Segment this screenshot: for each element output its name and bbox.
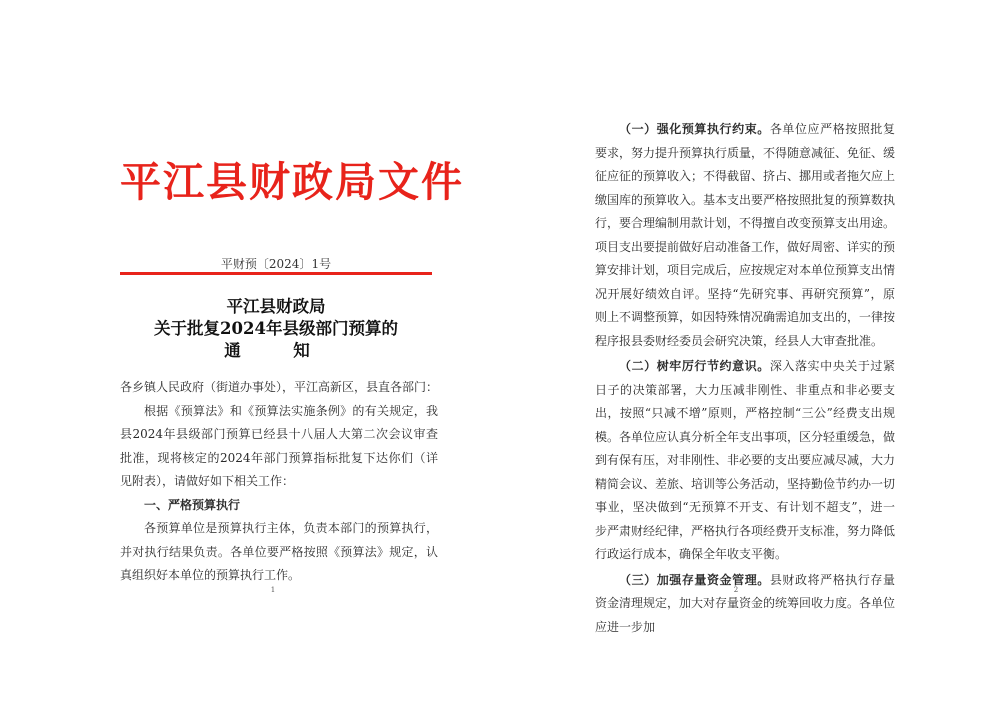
headline-line-3: 通 知: [224, 341, 328, 360]
item-lead: （二）树牢厉行节约意识。: [619, 359, 770, 373]
list-item: [595, 355, 895, 567]
salutation: 各乡镇人民政府（街道办事处），平江高新区，县直各部门：: [120, 380, 439, 394]
document-header-title: 平江县财政局文件: [120, 158, 464, 206]
item-lead: （一）强化预算执行约束。: [619, 122, 770, 136]
headline-line-1: 平江县财政局: [226, 297, 326, 316]
page-number: 1: [270, 586, 276, 594]
intro-paragraph: 根据《预算法》和《预算法实施条例》的有关规定，我县2024年县级部门预算已经县十八届人大第二次会议审查批准，现将核定的2024年部门预算指标批复下达你们（详见附表），请做好如下相关工作：: [120, 403, 438, 488]
page-number: 2: [733, 586, 739, 594]
document-page-2: [500, 0, 1000, 707]
list-item: [595, 569, 895, 640]
item-body: 县财政将严格执行存量资金清理规定，加大对存量资金的统筹回收力度。各单位应进一步加: [595, 572, 896, 634]
item-body: 深入落实中央关于过紧日子的决策部署，大力压减非刚性、非重点和非必要支出，按照“只减不增”原则，严格控制“三公”经费支出规模。各单位应认真分析全年支出事项，区分轻重缓急，做到有保有压，对非刚性、非必要的支出要应减尽减，大力精简会议、差旅、培训等公务活动，坚持勤俭节约办一切事业，坚决做到“无预算不开支、有计划不超支”，进一步严肃财经纪律，严格执行各项经费开支标准，努力降低行政运行成本，确保全年收支平衡。: [595, 359, 896, 561]
list-item: [595, 118, 895, 353]
section-paragraph: 各预算单位是预算执行主体，负责本部门的预算执行，并对执行结果负责。各单位要严格按照《预算法》规定，认真组织好本单位的预算执行工作。: [120, 521, 438, 582]
item-body: 各单位应严格按照批复要求，努力提升预算执行质量，不得随意减征、免征、缓征应征的预算收入；不得截留、挤占、挪用或者拖欠应上缴国库的预算收入。基本支出要严格按照批复的预算数执行，要合理编制用款计划，不得擅自改变预算支出用途。项目支出要提前做好启动准备工作，做好周密、详实的预算安排计划，项目完成后，应按规定对本单位预算支出情况开展好绩效自评。坚持“先研究事、再研究预算”，原则上不调整预算，如因特殊情况确需追加支出的，一律按程序报县委财经委员会研究决策，经县人大审查批准。: [595, 122, 896, 348]
red-divider-line: [120, 272, 432, 275]
headline-line-2: 关于批复2024年县级部门预算的: [154, 319, 398, 338]
section-heading: 一、严格预算执行: [144, 497, 241, 512]
page2-body: [595, 118, 895, 639]
item-lead: （三）加强存量资金管理。: [619, 572, 770, 587]
page1-body: [120, 376, 438, 588]
document-number: 平财预〔2024〕1号: [220, 257, 332, 271]
